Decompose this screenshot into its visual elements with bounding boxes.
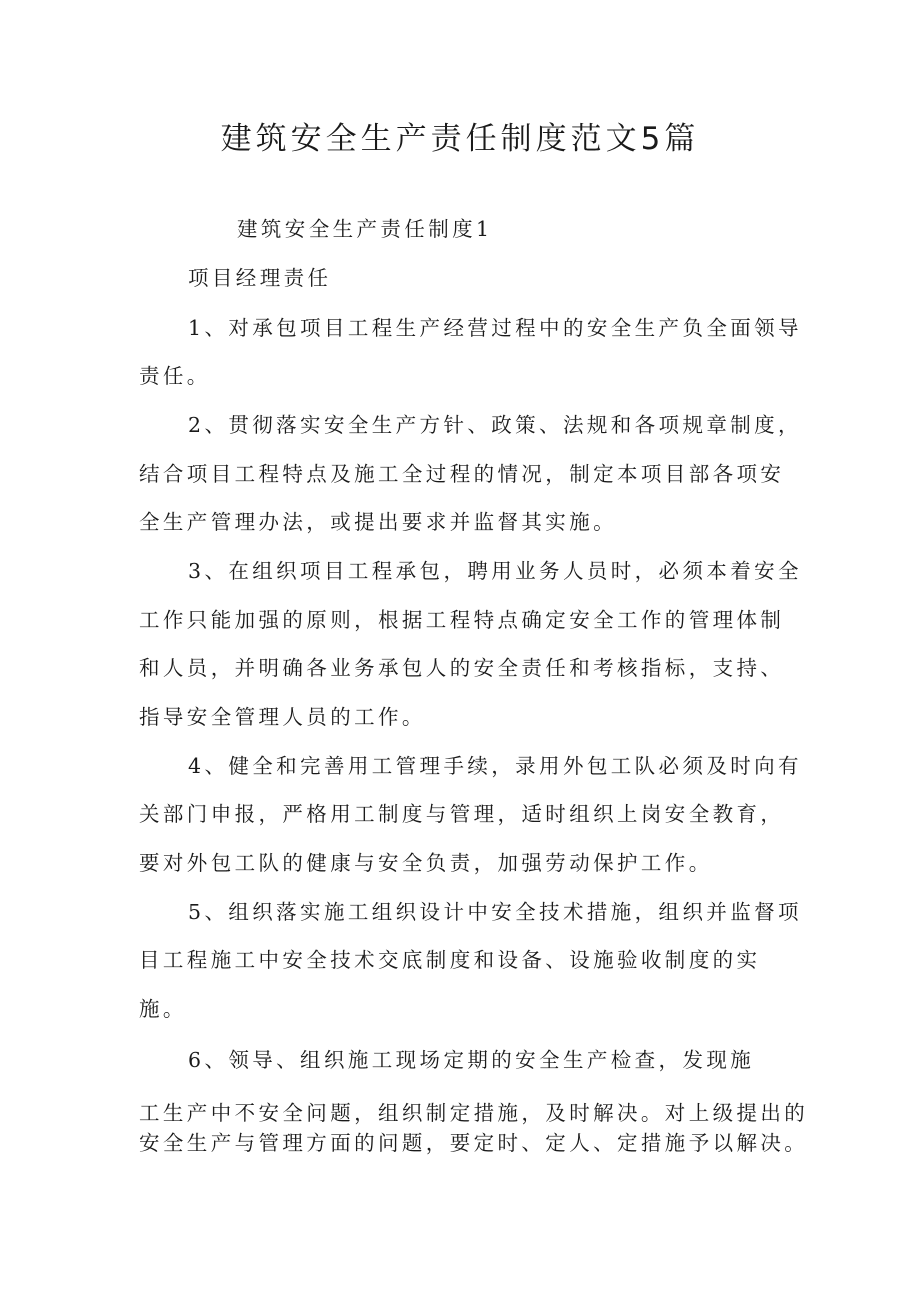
paragraph-line: 目工程施工中安全技术交底制度和设备、设施验收制度的实 — [139, 948, 761, 972]
paragraph-line: 施。 — [139, 997, 187, 1021]
document-title: 建筑安全生产责任制度范文5篇 — [220, 121, 700, 157]
paragraph-line: 结合项目工程特点及施工全过程的情况，制定本项目部各项安 — [139, 462, 785, 486]
subheading: 项目经理责任 — [188, 266, 332, 290]
paragraph-line: 要对外包工队的健康与安全负责，加强劳动保护工作。 — [139, 851, 713, 875]
paragraph-line: 4、健全和完善用工管理手续，录用外包工队必须及时向有 — [188, 754, 802, 778]
paragraph-line: 2、贯彻落实安全生产方针、政策、法规和各项规章制度， — [188, 413, 802, 437]
paragraph-line: 6、领导、组织施工现场定期的安全生产检查，发现施 — [188, 1048, 755, 1072]
paragraph-line: 指导安全管理人员的工作。 — [139, 705, 426, 729]
paragraph-line: 工作只能加强的原则，根据工程特点确定安全工作的管理体制 — [139, 608, 785, 632]
paragraph-line: 全生产管理办法，或提出要求并监督其实施。 — [139, 510, 617, 534]
paragraph-line: 工生产中不安全问题，组织制定措施，及时解决。对上级提出的 — [139, 1101, 809, 1125]
paragraph-line: 3、在组织项目工程承包，聘用业务人员时，必须本着安全 — [188, 559, 802, 583]
paragraph-line: 责任。 — [139, 364, 211, 388]
paragraph-line: 1、对承包项目工程生产经营过程中的安全生产负全面领导 — [188, 316, 802, 340]
section-heading: 建筑安全生产责任制度1 — [237, 217, 493, 241]
paragraph-line: 安全生产与管理方面的问题，要定时、定人、定措施予以解决。 — [139, 1131, 809, 1155]
paragraph-line: 5、组织落实施工组织设计中安全技术措施，组织并监督项 — [188, 900, 802, 924]
paragraph-line: 关部门申报，严格用工制度与管理，适时组织上岗安全教育， — [139, 802, 785, 826]
paragraph-line: 和人员，并明确各业务承包人的安全责任和考核指标，支持、 — [139, 656, 785, 680]
